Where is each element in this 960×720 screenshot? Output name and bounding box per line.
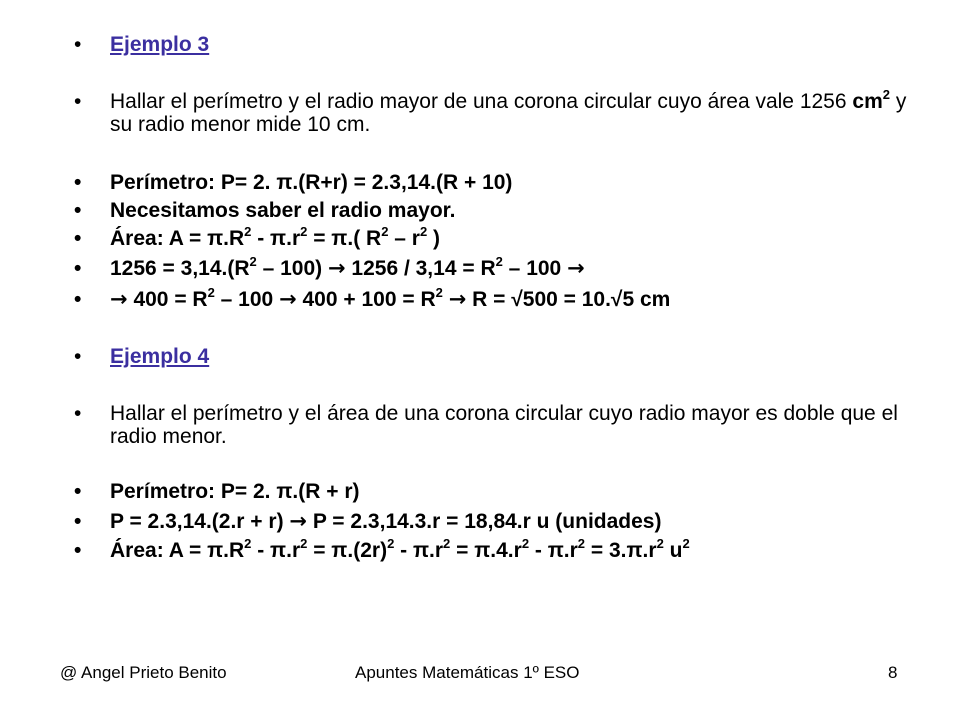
formula-part: = π.( R — [307, 227, 382, 250]
bullet: • — [74, 510, 82, 533]
example-4-heading-link[interactable]: Ejemplo 4 — [110, 345, 210, 368]
formula-part: Área: A = π.R — [110, 227, 245, 250]
formula-part: P = 2.3,14.(2.r + r) — [110, 510, 290, 533]
exponent: 2 — [682, 536, 690, 551]
exponent: 2 — [521, 536, 530, 551]
exponent: 2 — [381, 224, 389, 239]
note-need-major-radius: Necesitamos saber el radio mayor. — [110, 199, 456, 222]
exponent: 2 — [249, 254, 257, 269]
area-formula-4 — [110, 536, 920, 562]
exponent: 2 — [244, 536, 252, 551]
equation-step-2 — [110, 285, 920, 311]
exponent: 2 — [495, 254, 503, 269]
arrow-icon: → — [279, 287, 297, 311]
arrow-icon: → — [327, 256, 346, 280]
formula-part: R = √500 = 10.√5 cm — [466, 288, 671, 311]
exponent: 2 — [419, 224, 428, 239]
arrow-icon: → — [448, 287, 467, 311]
exponent: 2 — [435, 285, 443, 300]
problem-3-text-part-1: Hallar el perímetro y el radio mayor de una corona circular cuyo área vale 1256 — [110, 90, 847, 113]
formula-part: ) — [427, 227, 441, 250]
arrow-icon: → — [289, 509, 308, 533]
formula-part: - π.r — [251, 227, 301, 250]
formula-part: – 100) — [256, 257, 328, 280]
perimeter-calculation-4 — [110, 510, 920, 533]
footer-author: @ Angel Prieto Benito — [60, 663, 227, 682]
formula-part: - π.r — [394, 539, 444, 562]
arrow-icon: → — [110, 287, 128, 311]
bullet: • — [74, 90, 82, 113]
formula-part: P = 2.3,14.3.r = 18,84.r u (unidades) — [307, 510, 662, 533]
formula-part: 400 = R — [127, 288, 208, 311]
bullet: • — [74, 257, 82, 280]
formula-part: = 3.π.r — [585, 539, 657, 562]
example-3-heading-link[interactable]: Ejemplo 3 — [110, 33, 210, 56]
exponent: 2 — [300, 536, 308, 551]
formula-part: = π.4.r — [450, 539, 522, 562]
formula-part: u — [663, 539, 683, 562]
formula-part: Área: A = π.R — [110, 539, 245, 562]
formula-part: 1256 = 3,14.(R — [110, 257, 250, 280]
formula-part: - π.r — [529, 539, 578, 562]
bullet: • — [74, 539, 82, 562]
bullet: • — [74, 227, 82, 250]
exponent: 2 — [300, 224, 308, 239]
bullet: • — [74, 33, 82, 56]
exponent: 2 — [387, 536, 395, 551]
area-formula-3 — [110, 224, 920, 250]
perimeter-formula-3: Perímetro: P= 2. π.(R+r) = 2.3,14.(R + 10) — [110, 171, 513, 194]
bullet: • — [74, 402, 82, 425]
footer-course: Apuntes Matemáticas 1º ESO — [355, 663, 580, 682]
problem-3-text-part-2: y su radio menor mide 10 cm. — [110, 90, 907, 136]
perimeter-formula-4: Perímetro: P= 2. π.(R + r) — [110, 480, 360, 503]
bullet: • — [74, 345, 82, 368]
exponent: 2 — [577, 536, 586, 551]
problem-4-statement: Hallar el perímetro y el área de una corona circular cuyo radio mayor es doble que el radio menor. — [110, 402, 898, 448]
bullet: • — [74, 288, 82, 311]
bullet: • — [74, 199, 82, 222]
formula-part: – 100 — [502, 257, 568, 280]
exponent: 2 — [244, 224, 252, 239]
formula-part: = π.(2r) — [307, 539, 388, 562]
problem-3-statement — [110, 87, 920, 136]
footer-page-number: 8 — [888, 663, 898, 682]
problem-3-unit: cm — [852, 90, 883, 113]
exponent: 2 — [443, 536, 451, 551]
equation-step-1 — [110, 254, 920, 280]
formula-part: – r — [388, 227, 420, 250]
exponent: 2 — [882, 87, 890, 102]
exponent: 2 — [656, 536, 664, 551]
exponent: 2 — [207, 285, 215, 300]
formula-part: – 100 — [214, 288, 280, 311]
bullet: • — [74, 171, 82, 194]
arrow-icon: → — [567, 256, 585, 280]
formula-part: 400 + 100 = R — [296, 288, 436, 311]
bullet: • — [74, 480, 82, 503]
formula-part: - π.r — [251, 539, 301, 562]
formula-part: 1256 / 3,14 = R — [345, 257, 496, 280]
